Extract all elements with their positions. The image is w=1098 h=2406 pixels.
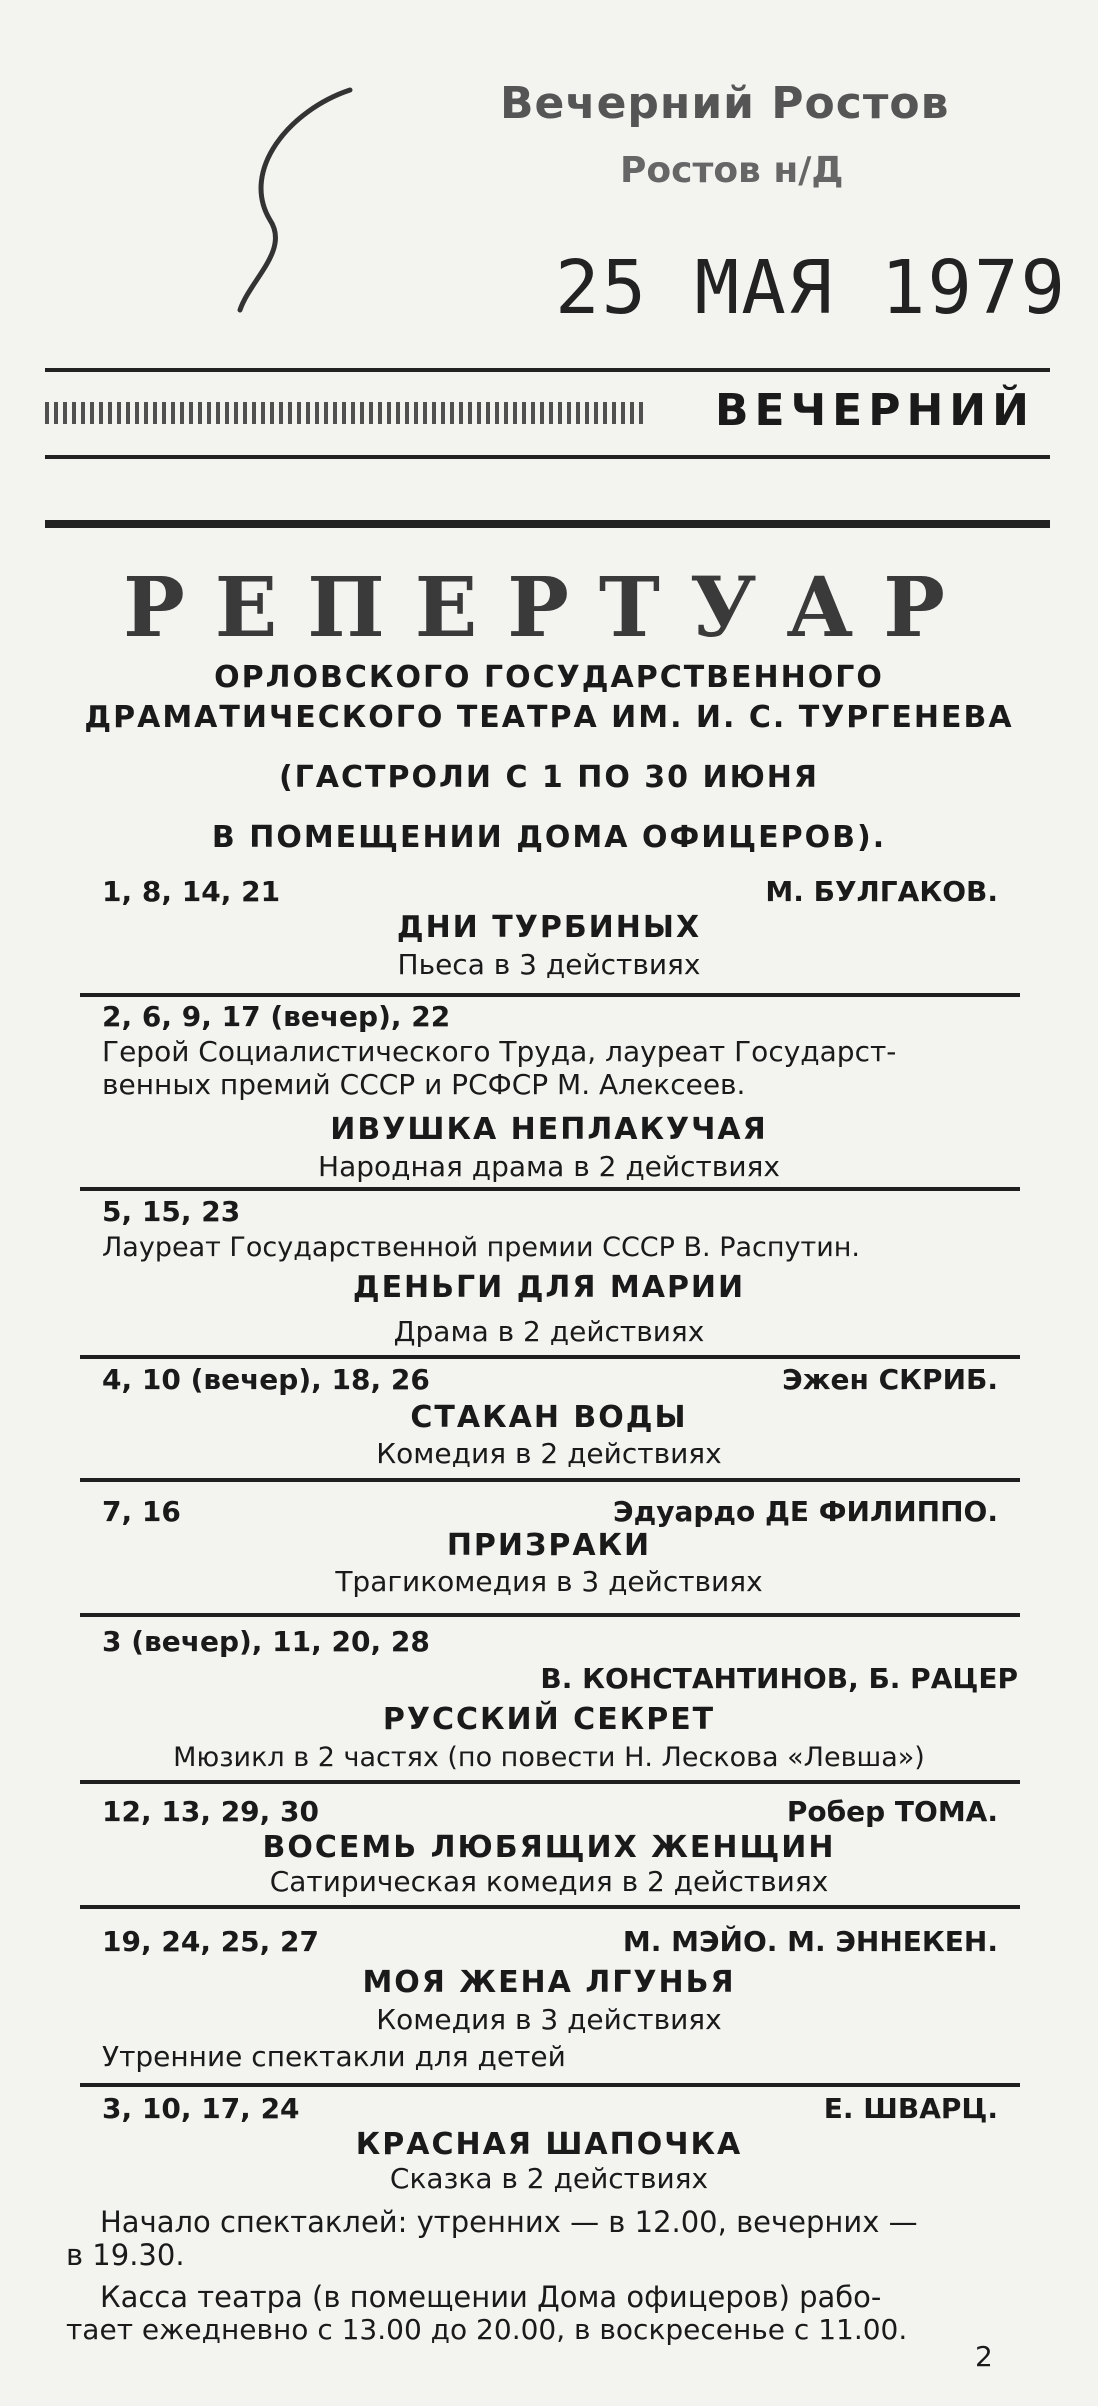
play-author: Е. ШВАРЦ. xyxy=(823,2092,998,2125)
masthead-title: ВЕЧЕРНИЙ xyxy=(715,385,1035,436)
stamp-city: Ростов н/Д xyxy=(620,150,844,191)
play-title: РУССКИЙ СЕКРЕТ xyxy=(382,1702,716,1737)
play-title: ВОСЕМЬ ЛЮБЯЩИХ ЖЕНЩИН xyxy=(262,1830,836,1865)
play-author: Робер ТОМА. xyxy=(786,1795,998,1828)
play-title: СТАКАН ВОДЫ xyxy=(410,1400,688,1435)
masthead-rule-bottom xyxy=(45,455,1050,459)
section-rule-thick xyxy=(45,520,1050,528)
play-title: ИВУШКА НЕПЛАКУЧАЯ xyxy=(330,1112,768,1147)
play-author: М. БУЛГАКОВ. xyxy=(765,875,998,908)
entry-divider xyxy=(80,2083,1020,2087)
entry-divider xyxy=(80,1780,1020,1784)
handwritten-signature xyxy=(230,80,420,320)
tour-line-1: (ГАСТРОЛИ С 1 ПО 30 ИЮНЯ xyxy=(278,760,820,795)
tour-line-2: В ПОМЕЩЕНИИ ДОМА ОФИЦЕРОВ). xyxy=(211,820,887,855)
stamp-newspaper: Вечерний Ростов xyxy=(500,78,950,129)
masthead-rule-top xyxy=(45,368,1050,372)
page-title: РЕПЕРТУАР xyxy=(123,560,975,656)
play-genre: Комедия в 3 действиях xyxy=(376,2003,722,2036)
entry-divider xyxy=(80,1613,1020,1617)
play-author: В. КОНСТАНТИНОВ, Б. РАЦЕР xyxy=(540,1662,1018,1695)
play-dates: 3, 10, 17, 24 xyxy=(102,2092,300,2125)
footer-box-office: Касса театра (в помещении Дома офицеров) рабо- xyxy=(100,2280,882,2314)
masthead-dotted-band xyxy=(45,402,645,424)
play-genre: Народная драма в 2 действиях xyxy=(318,1150,780,1183)
play-dates: 4, 10 (вечер), 18, 26 xyxy=(102,1363,430,1396)
footer-start-times-cont: в 19.30. xyxy=(66,2238,185,2272)
play-dates: 1, 8, 14, 21 xyxy=(102,875,281,908)
play-dates: 19, 24, 25, 27 xyxy=(102,1925,320,1958)
play-author: М. МЭЙО. М. ЭННЕКЕН. xyxy=(622,1925,998,1958)
entry-divider xyxy=(80,1478,1020,1482)
stamp-date: 25 МАЯ 1979 xyxy=(555,245,1068,331)
play-genre: Пьеса в 3 действиях xyxy=(397,948,701,981)
play-genre: Комедия в 2 действиях xyxy=(376,1437,722,1470)
entry-divider xyxy=(80,1187,1020,1191)
footer-start-times: Начало спектаклей: утренних — в 12.00, вечерних — xyxy=(100,2205,918,2239)
footer-box-office-cont: тает ежедневно с 13.00 до 20.00, в воскресенье с 11.00. xyxy=(66,2313,908,2346)
play-author-line: Герой Социалистического Труда, лауреат Государст- xyxy=(102,1035,897,1068)
play-genre: Драма в 2 действиях xyxy=(393,1315,705,1348)
play-author-line: Лауреат Государственной премии СССР В. Распутин. xyxy=(102,1232,861,1263)
play-dates: 7, 16 xyxy=(102,1495,181,1528)
play-author: Эжен СКРИБ. xyxy=(782,1363,998,1396)
play-dates: 3 (вечер), 11, 20, 28 xyxy=(102,1625,430,1658)
entry-divider xyxy=(80,993,1020,997)
play-dates: 12, 13, 29, 30 xyxy=(102,1795,320,1828)
play-genre: Мюзикл в 2 частях (по повести Н. Лескова «Левша») xyxy=(173,1742,925,1773)
play-author: Эдуардо ДЕ ФИЛИППО. xyxy=(613,1495,998,1528)
play-title: МОЯ ЖЕНА ЛГУНЬЯ xyxy=(362,1965,736,2000)
play-genre: Трагикомедия в 3 действиях xyxy=(335,1565,763,1598)
page-mark: 2 xyxy=(975,2340,993,2373)
play-dates: 2, 6, 9, 17 (вечер), 22 xyxy=(102,1000,451,1033)
theatre-line-2: ДРАМАТИЧЕСКОГО ТЕАТРА ИМ. И. С. ТУРГЕНЕВА xyxy=(84,700,1014,735)
play-note: Утренние спектакли для детей xyxy=(102,2040,566,2073)
play-title: КРАСНАЯ ШАПОЧКА xyxy=(355,2127,743,2162)
theatre-line-1: ОРЛОВСКОГО ГОСУДАРСТВЕННОГО xyxy=(214,660,884,695)
play-dates: 5, 15, 23 xyxy=(102,1195,241,1228)
play-genre: Сатирическая комедия в 2 действиях xyxy=(269,1865,829,1898)
entry-divider xyxy=(80,1905,1020,1909)
play-author-line: венных премий СССР и РСФСР М. Алексеев. xyxy=(102,1068,746,1101)
entry-divider xyxy=(80,1355,1020,1359)
play-title: ДНИ ТУРБИНЫХ xyxy=(396,910,702,945)
play-title: ДЕНЬГИ ДЛЯ МАРИИ xyxy=(352,1270,746,1305)
play-title: ПРИЗРАКИ xyxy=(446,1528,652,1563)
play-genre: Сказка в 2 действиях xyxy=(389,2162,709,2195)
